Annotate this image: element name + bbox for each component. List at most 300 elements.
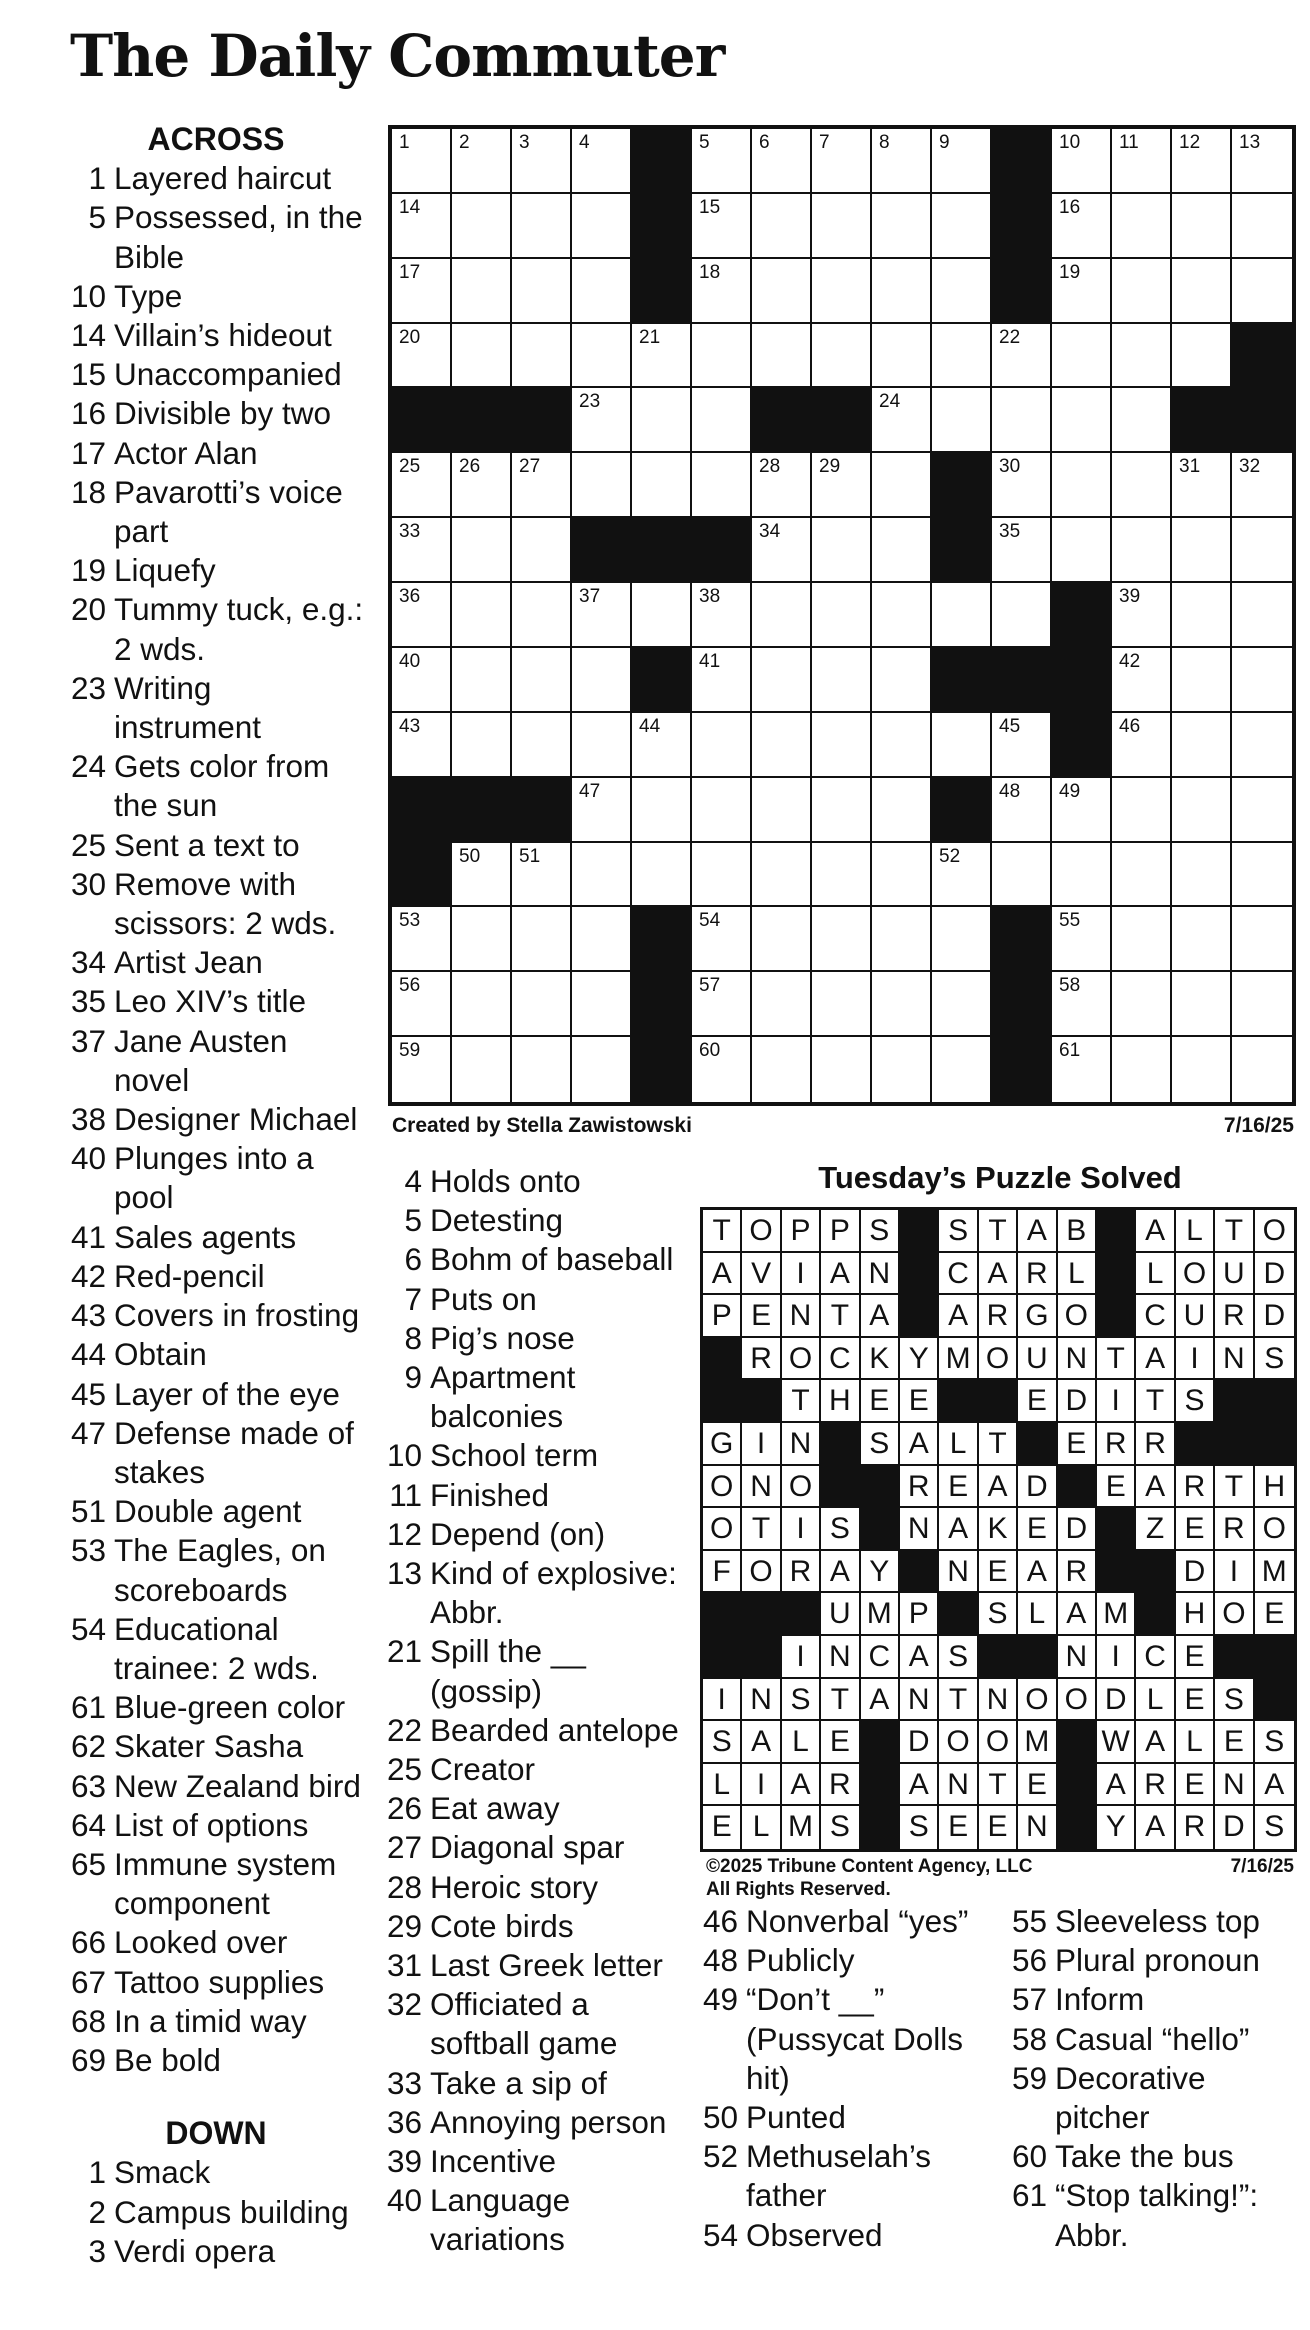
grid-cell[interactable] xyxy=(812,907,872,972)
grid-cell[interactable] xyxy=(812,713,872,778)
grid-cell[interactable] xyxy=(572,972,632,1037)
grid-cell[interactable] xyxy=(572,129,632,194)
solution-cell: E xyxy=(979,1806,1018,1849)
clue-number: 38 xyxy=(70,1101,106,1138)
solution-cell: S xyxy=(900,1806,939,1849)
grid-cell[interactable] xyxy=(1112,324,1172,389)
grid-cell[interactable] xyxy=(632,713,692,778)
solution-cell: E xyxy=(939,1466,978,1509)
grid-cell[interactable] xyxy=(572,324,632,389)
solution-cell: I xyxy=(1097,1380,1136,1423)
grid-cell[interactable] xyxy=(572,778,632,843)
grid-cell[interactable] xyxy=(1112,843,1172,908)
solution-cell-black xyxy=(1097,1210,1136,1253)
grid-cell[interactable] xyxy=(1052,972,1112,1037)
grid-cell[interactable] xyxy=(1232,129,1292,194)
solution-cell: A xyxy=(900,1764,939,1807)
solution-cell: R xyxy=(1136,1423,1175,1466)
clue-number: 37 xyxy=(70,1022,106,1059)
grid-cell[interactable] xyxy=(1232,907,1292,972)
grid-cell[interactable] xyxy=(1112,713,1172,778)
grid-cell[interactable] xyxy=(452,194,512,259)
grid-cell[interactable] xyxy=(872,1037,932,1102)
grid-cell[interactable] xyxy=(1112,259,1172,324)
grid-cell[interactable] xyxy=(1112,907,1172,972)
grid-cell[interactable] xyxy=(872,907,932,972)
grid-cell[interactable] xyxy=(452,907,512,972)
grid-cell[interactable] xyxy=(1052,259,1112,324)
solution-cell: E xyxy=(861,1380,900,1423)
grid-cell[interactable] xyxy=(872,129,932,194)
grid-cell[interactable] xyxy=(692,388,752,453)
grid-cell[interactable] xyxy=(1232,518,1292,583)
grid-cell[interactable] xyxy=(932,259,992,324)
grid-cell[interactable] xyxy=(692,778,752,843)
cell-number: 12 xyxy=(1179,132,1201,153)
clue-number: 9 xyxy=(404,1359,422,1396)
cell-number: 30 xyxy=(999,456,1021,478)
grid-cell[interactable] xyxy=(1112,1037,1172,1102)
grid-cell[interactable] xyxy=(1112,388,1172,453)
solution-title: Tuesday’s Puzzle Solved xyxy=(818,1160,1182,1195)
grid-cell-black xyxy=(1052,713,1112,778)
clue-number: 15 xyxy=(70,356,106,393)
solution-cell: N xyxy=(1018,1806,1057,1849)
grid-cell[interactable] xyxy=(812,453,872,518)
grid-cell[interactable] xyxy=(1052,843,1112,908)
grid-cell[interactable] xyxy=(392,518,452,583)
grid-cell[interactable] xyxy=(872,648,932,713)
clue-item xyxy=(66,669,366,747)
grid-cell[interactable] xyxy=(1172,648,1232,713)
grid-cell[interactable] xyxy=(692,129,752,194)
grid-cell[interactable] xyxy=(872,713,932,778)
grid-cell[interactable] xyxy=(1232,1037,1292,1102)
grid-cell[interactable] xyxy=(932,843,992,908)
grid-cell[interactable] xyxy=(752,907,812,972)
grid-cell[interactable] xyxy=(872,324,932,389)
grid-cell[interactable] xyxy=(572,648,632,713)
clue-item xyxy=(66,1767,366,1806)
grid-cell[interactable] xyxy=(1112,194,1172,259)
grid-cell[interactable] xyxy=(692,1037,752,1102)
cell-number: 46 xyxy=(1119,715,1141,737)
grid-cell[interactable] xyxy=(1052,778,1112,843)
clue-text xyxy=(114,1963,366,2002)
grid-cell[interactable] xyxy=(1052,1037,1112,1102)
solution-cell: E xyxy=(1255,1593,1294,1636)
grid-cell[interactable] xyxy=(1052,129,1112,194)
grid-cell[interactable] xyxy=(812,259,872,324)
clue-text-line: part xyxy=(114,513,169,550)
grid-cell[interactable] xyxy=(932,129,992,194)
grid-cell[interactable] xyxy=(512,648,572,713)
grid-cell[interactable] xyxy=(1172,453,1232,518)
grid-cell[interactable] xyxy=(692,194,752,259)
solution-cell: R xyxy=(1097,1423,1136,1466)
grid-cell[interactable] xyxy=(512,324,572,389)
grid-cell[interactable] xyxy=(692,324,752,389)
clue-number: 44 xyxy=(70,1336,106,1373)
grid-cell[interactable] xyxy=(752,1037,812,1102)
clue-item xyxy=(66,551,366,590)
grid-cell[interactable] xyxy=(572,1037,632,1102)
grid-cell[interactable] xyxy=(1172,583,1232,648)
grid-cell[interactable] xyxy=(752,129,812,194)
grid-cell[interactable] xyxy=(1172,778,1232,843)
grid-cell[interactable] xyxy=(692,583,752,648)
grid-cell[interactable] xyxy=(572,843,632,908)
clue-text xyxy=(430,1828,682,1867)
grid-cell[interactable] xyxy=(1232,713,1292,778)
solution-cell: S xyxy=(1255,1338,1294,1381)
solution-cell: A xyxy=(939,1508,978,1551)
clue-text-line: Detesting xyxy=(430,1202,564,1239)
clue-text-line: Spill the __ xyxy=(430,1633,586,1670)
grid-cell[interactable] xyxy=(1232,194,1292,259)
grid-cell[interactable] xyxy=(992,778,1052,843)
clue-text-line: Publicly xyxy=(746,1942,855,1979)
grid-cell[interactable] xyxy=(1112,648,1172,713)
grid-cell[interactable] xyxy=(632,388,692,453)
solution-date: 7/16/25 xyxy=(1230,1856,1294,1877)
solution-cell: B xyxy=(1058,1210,1097,1253)
grid-cell[interactable] xyxy=(1232,843,1292,908)
cell-number: 35 xyxy=(999,521,1021,543)
grid-cell[interactable] xyxy=(692,972,752,1037)
solution-cell: L xyxy=(1018,1593,1057,1636)
grid-cell[interactable] xyxy=(812,518,872,583)
grid-cell[interactable] xyxy=(392,453,452,518)
solution-cell: L xyxy=(939,1423,978,1466)
grid-cell[interactable] xyxy=(872,843,932,908)
grid-cell[interactable] xyxy=(512,129,572,194)
grid-cell[interactable] xyxy=(632,843,692,908)
grid-cell[interactable] xyxy=(992,453,1052,518)
grid-cell[interactable] xyxy=(812,648,872,713)
grid-cell[interactable] xyxy=(1052,324,1112,389)
grid-cell[interactable] xyxy=(932,907,992,972)
solution-cell: E xyxy=(1176,1764,1215,1807)
clue-number: 4 xyxy=(404,1163,422,1199)
cell-number: 39 xyxy=(1119,586,1141,608)
grid-cell[interactable] xyxy=(872,518,932,583)
solution-cell: Z xyxy=(1136,1508,1175,1551)
grid-cell[interactable] xyxy=(1112,129,1172,194)
grid-cell[interactable] xyxy=(1232,259,1292,324)
clue-number: 21 xyxy=(386,1633,422,1670)
grid-cell[interactable] xyxy=(1172,972,1232,1037)
cell-number: 56 xyxy=(399,975,421,997)
grid-cell[interactable] xyxy=(752,194,812,259)
cell-number: 4 xyxy=(579,132,590,153)
cell-number: 10 xyxy=(1059,132,1081,153)
grid-cell[interactable] xyxy=(572,713,632,778)
clue-text-line: Apartment xyxy=(430,1359,576,1396)
grid-cell[interactable] xyxy=(992,713,1052,778)
grid-cell[interactable] xyxy=(1052,388,1112,453)
cell-number: 7 xyxy=(819,132,830,153)
grid-cell[interactable] xyxy=(512,1037,572,1102)
grid-cell[interactable] xyxy=(512,453,572,518)
grid-cell[interactable] xyxy=(1172,843,1232,908)
grid-cell[interactable] xyxy=(512,259,572,324)
cell-number: 21 xyxy=(639,326,661,348)
grid-cell[interactable] xyxy=(632,453,692,518)
grid-cell[interactable] xyxy=(452,713,512,778)
grid-cell[interactable] xyxy=(1172,1037,1232,1102)
grid-cell[interactable] xyxy=(512,583,572,648)
grid-cell[interactable] xyxy=(992,518,1052,583)
grid-cell[interactable] xyxy=(452,972,512,1037)
grid-cell[interactable] xyxy=(872,388,932,453)
clue-number: 6 xyxy=(404,1241,422,1278)
grid-cell[interactable] xyxy=(752,778,812,843)
grid-cell[interactable] xyxy=(1052,518,1112,583)
clue-text-line: Villain’s hideout xyxy=(114,317,332,354)
grid-cell[interactable] xyxy=(632,324,692,389)
grid-cell[interactable] xyxy=(812,1037,872,1102)
grid-cell[interactable] xyxy=(872,453,932,518)
grid-cell[interactable] xyxy=(1112,972,1172,1037)
solution-cell-black xyxy=(742,1380,781,1423)
grid-cell[interactable] xyxy=(392,907,452,972)
grid-cell[interactable] xyxy=(932,388,992,453)
grid-cell[interactable] xyxy=(1112,453,1172,518)
grid-cell[interactable] xyxy=(872,583,932,648)
grid-cell[interactable] xyxy=(1172,129,1232,194)
clue-item xyxy=(1007,1980,1307,2019)
grid-cell[interactable] xyxy=(512,194,572,259)
solution-cell: A xyxy=(1136,1210,1175,1253)
solution-cell: O xyxy=(1176,1253,1215,1296)
grid-cell[interactable] xyxy=(812,778,872,843)
grid-cell[interactable] xyxy=(1172,518,1232,583)
clue-text xyxy=(114,277,366,316)
solution-cell: O xyxy=(742,1210,781,1253)
solution-cell-black xyxy=(1176,1423,1215,1466)
grid-cell[interactable] xyxy=(452,583,512,648)
grid-cell[interactable] xyxy=(932,972,992,1037)
clue-text xyxy=(746,1941,998,1980)
solution-cell: Y xyxy=(861,1551,900,1594)
clue-number: 16 xyxy=(70,395,106,432)
grid-cell[interactable] xyxy=(1052,194,1112,259)
grid-cell[interactable] xyxy=(452,259,512,324)
grid-cell[interactable] xyxy=(992,843,1052,908)
solution-cell-black xyxy=(861,1764,900,1807)
grid-cell[interactable] xyxy=(452,1037,512,1102)
grid-cell[interactable] xyxy=(452,843,512,908)
grid-cell[interactable] xyxy=(392,324,452,389)
solution-cell-black xyxy=(1097,1253,1136,1296)
grid-cell[interactable] xyxy=(1232,583,1292,648)
grid-cell[interactable] xyxy=(992,388,1052,453)
clue-text-line: Plural pronoun xyxy=(1055,1942,1260,1979)
clue-text xyxy=(114,1806,366,1845)
grid-cell[interactable] xyxy=(452,453,512,518)
clue-item xyxy=(66,590,366,668)
clue-number: 66 xyxy=(70,1924,106,1961)
grid-cell[interactable] xyxy=(812,583,872,648)
grid-cell[interactable] xyxy=(932,713,992,778)
grid-cell[interactable] xyxy=(932,324,992,389)
grid-cell[interactable] xyxy=(512,843,572,908)
grid-cell[interactable] xyxy=(1232,453,1292,518)
grid-cell[interactable] xyxy=(872,778,932,843)
clue-text xyxy=(114,1727,366,1766)
clue-number: 25 xyxy=(386,1751,422,1788)
clue-item xyxy=(66,2193,366,2232)
grid-cell[interactable] xyxy=(1112,583,1172,648)
grid-cell[interactable] xyxy=(1172,907,1232,972)
grid-cell[interactable] xyxy=(752,324,812,389)
grid-cell[interactable] xyxy=(572,907,632,972)
grid-cell[interactable] xyxy=(392,648,452,713)
grid-cell[interactable] xyxy=(752,843,812,908)
cell-number: 53 xyxy=(399,910,421,932)
crossword-grid[interactable] xyxy=(388,125,1296,1106)
clue-text-line: Red-pencil xyxy=(114,1257,265,1294)
grid-cell[interactable] xyxy=(512,518,572,583)
clue-item xyxy=(66,943,366,982)
grid-cell[interactable] xyxy=(1232,648,1292,713)
clue-item xyxy=(66,316,366,355)
grid-cell[interactable] xyxy=(512,713,572,778)
clue-text xyxy=(746,2216,998,2255)
solution-cell: T xyxy=(1136,1380,1175,1423)
grid-cell[interactable] xyxy=(572,194,632,259)
grid-cell[interactable] xyxy=(872,259,932,324)
solution-cell: N xyxy=(742,1466,781,1509)
grid-cell[interactable] xyxy=(392,972,452,1037)
grid-cell[interactable] xyxy=(572,388,632,453)
grid-cell[interactable] xyxy=(932,1037,992,1102)
grid-cell[interactable] xyxy=(752,453,812,518)
grid-cell[interactable] xyxy=(572,583,632,648)
grid-cell[interactable] xyxy=(812,972,872,1037)
grid-cell[interactable] xyxy=(512,907,572,972)
clue-text-line: Take a sip of xyxy=(430,2064,607,2101)
solution-cell: R xyxy=(1176,1806,1215,1849)
grid-cell-black xyxy=(512,778,572,843)
clue-number: 64 xyxy=(70,1806,106,1843)
cell-number: 18 xyxy=(699,261,721,283)
grid-cell[interactable] xyxy=(392,713,452,778)
solution-cell: D xyxy=(1176,1551,1215,1594)
grid-cell[interactable] xyxy=(992,324,1052,389)
grid-cell[interactable] xyxy=(392,583,452,648)
clue-number: 17 xyxy=(70,434,106,471)
grid-cell[interactable] xyxy=(752,583,812,648)
grid-cell[interactable] xyxy=(692,259,752,324)
solution-cell: A xyxy=(1018,1210,1057,1253)
grid-cell[interactable] xyxy=(1172,194,1232,259)
grid-cell[interactable] xyxy=(692,713,752,778)
clue-text-line: In a timid way xyxy=(114,2002,307,2039)
grid-cell[interactable] xyxy=(1172,324,1232,389)
clue-item xyxy=(382,1789,682,1828)
grid-cell[interactable] xyxy=(392,194,452,259)
grid-cell[interactable] xyxy=(452,648,512,713)
clue-text xyxy=(114,198,366,276)
solution-cell: S xyxy=(861,1423,900,1466)
grid-cell[interactable] xyxy=(1232,972,1292,1037)
grid-cell[interactable] xyxy=(572,259,632,324)
grid-cell[interactable] xyxy=(692,648,752,713)
grid-cell[interactable] xyxy=(752,648,812,713)
clue-item xyxy=(66,2002,366,2041)
grid-cell[interactable] xyxy=(692,453,752,518)
grid-cell[interactable] xyxy=(872,194,932,259)
grid-cell[interactable] xyxy=(812,194,872,259)
grid-cell[interactable] xyxy=(512,972,572,1037)
clue-text-line: Officiated a xyxy=(430,1986,589,2023)
cell-number: 49 xyxy=(1059,780,1081,802)
grid-cell[interactable] xyxy=(452,324,512,389)
clue-number: 67 xyxy=(70,1963,106,2000)
clue-text xyxy=(114,1492,366,1531)
grid-cell[interactable] xyxy=(632,778,692,843)
grid-cell[interactable] xyxy=(872,972,932,1037)
clue-item xyxy=(698,2098,998,2137)
solution-cell-black xyxy=(900,1295,939,1338)
down-clue-list-4 xyxy=(1007,1902,1307,2255)
grid-cell[interactable] xyxy=(692,843,752,908)
solution-cell: C xyxy=(861,1636,900,1679)
grid-cell[interactable] xyxy=(1112,778,1172,843)
grid-cell[interactable] xyxy=(692,907,752,972)
grid-cell[interactable] xyxy=(452,518,512,583)
grid-cell[interactable] xyxy=(1052,907,1112,972)
down-clue-list-3 xyxy=(698,1902,998,2255)
solution-cell: D xyxy=(1058,1508,1097,1551)
grid-cell[interactable] xyxy=(392,1037,452,1102)
grid-cell[interactable] xyxy=(932,583,992,648)
grid-cell[interactable] xyxy=(1052,453,1112,518)
clue-text-line: Remove with xyxy=(114,865,297,902)
grid-cell-black xyxy=(392,843,452,908)
grid-cell[interactable] xyxy=(812,843,872,908)
grid-cell[interactable] xyxy=(572,453,632,518)
solution-cell-black xyxy=(821,1423,860,1466)
grid-cell[interactable] xyxy=(392,259,452,324)
clue-text-line: Inform xyxy=(1055,1981,1145,2018)
grid-cell[interactable] xyxy=(632,583,692,648)
solution-cell: W xyxy=(1097,1721,1136,1764)
grid-cell[interactable] xyxy=(1232,778,1292,843)
grid-cell[interactable] xyxy=(752,972,812,1037)
clue-text-line: Casual “hello” xyxy=(1055,2020,1250,2057)
grid-cell[interactable] xyxy=(752,259,812,324)
grid-cell[interactable] xyxy=(1112,518,1172,583)
grid-cell[interactable] xyxy=(452,129,512,194)
grid-cell[interactable] xyxy=(752,713,812,778)
grid-cell[interactable] xyxy=(752,518,812,583)
grid-cell[interactable] xyxy=(992,583,1052,648)
grid-cell[interactable] xyxy=(392,129,452,194)
grid-cell[interactable] xyxy=(812,324,872,389)
grid-cell[interactable] xyxy=(812,129,872,194)
grid-cell[interactable] xyxy=(932,194,992,259)
cell-number: 15 xyxy=(699,196,721,218)
grid-cell[interactable] xyxy=(1172,713,1232,778)
grid-cell-black xyxy=(392,778,452,843)
grid-cell-black xyxy=(632,648,692,713)
clue-item xyxy=(66,1100,366,1139)
clue-number: 5 xyxy=(88,199,106,236)
grid-cell[interactable] xyxy=(1172,259,1232,324)
